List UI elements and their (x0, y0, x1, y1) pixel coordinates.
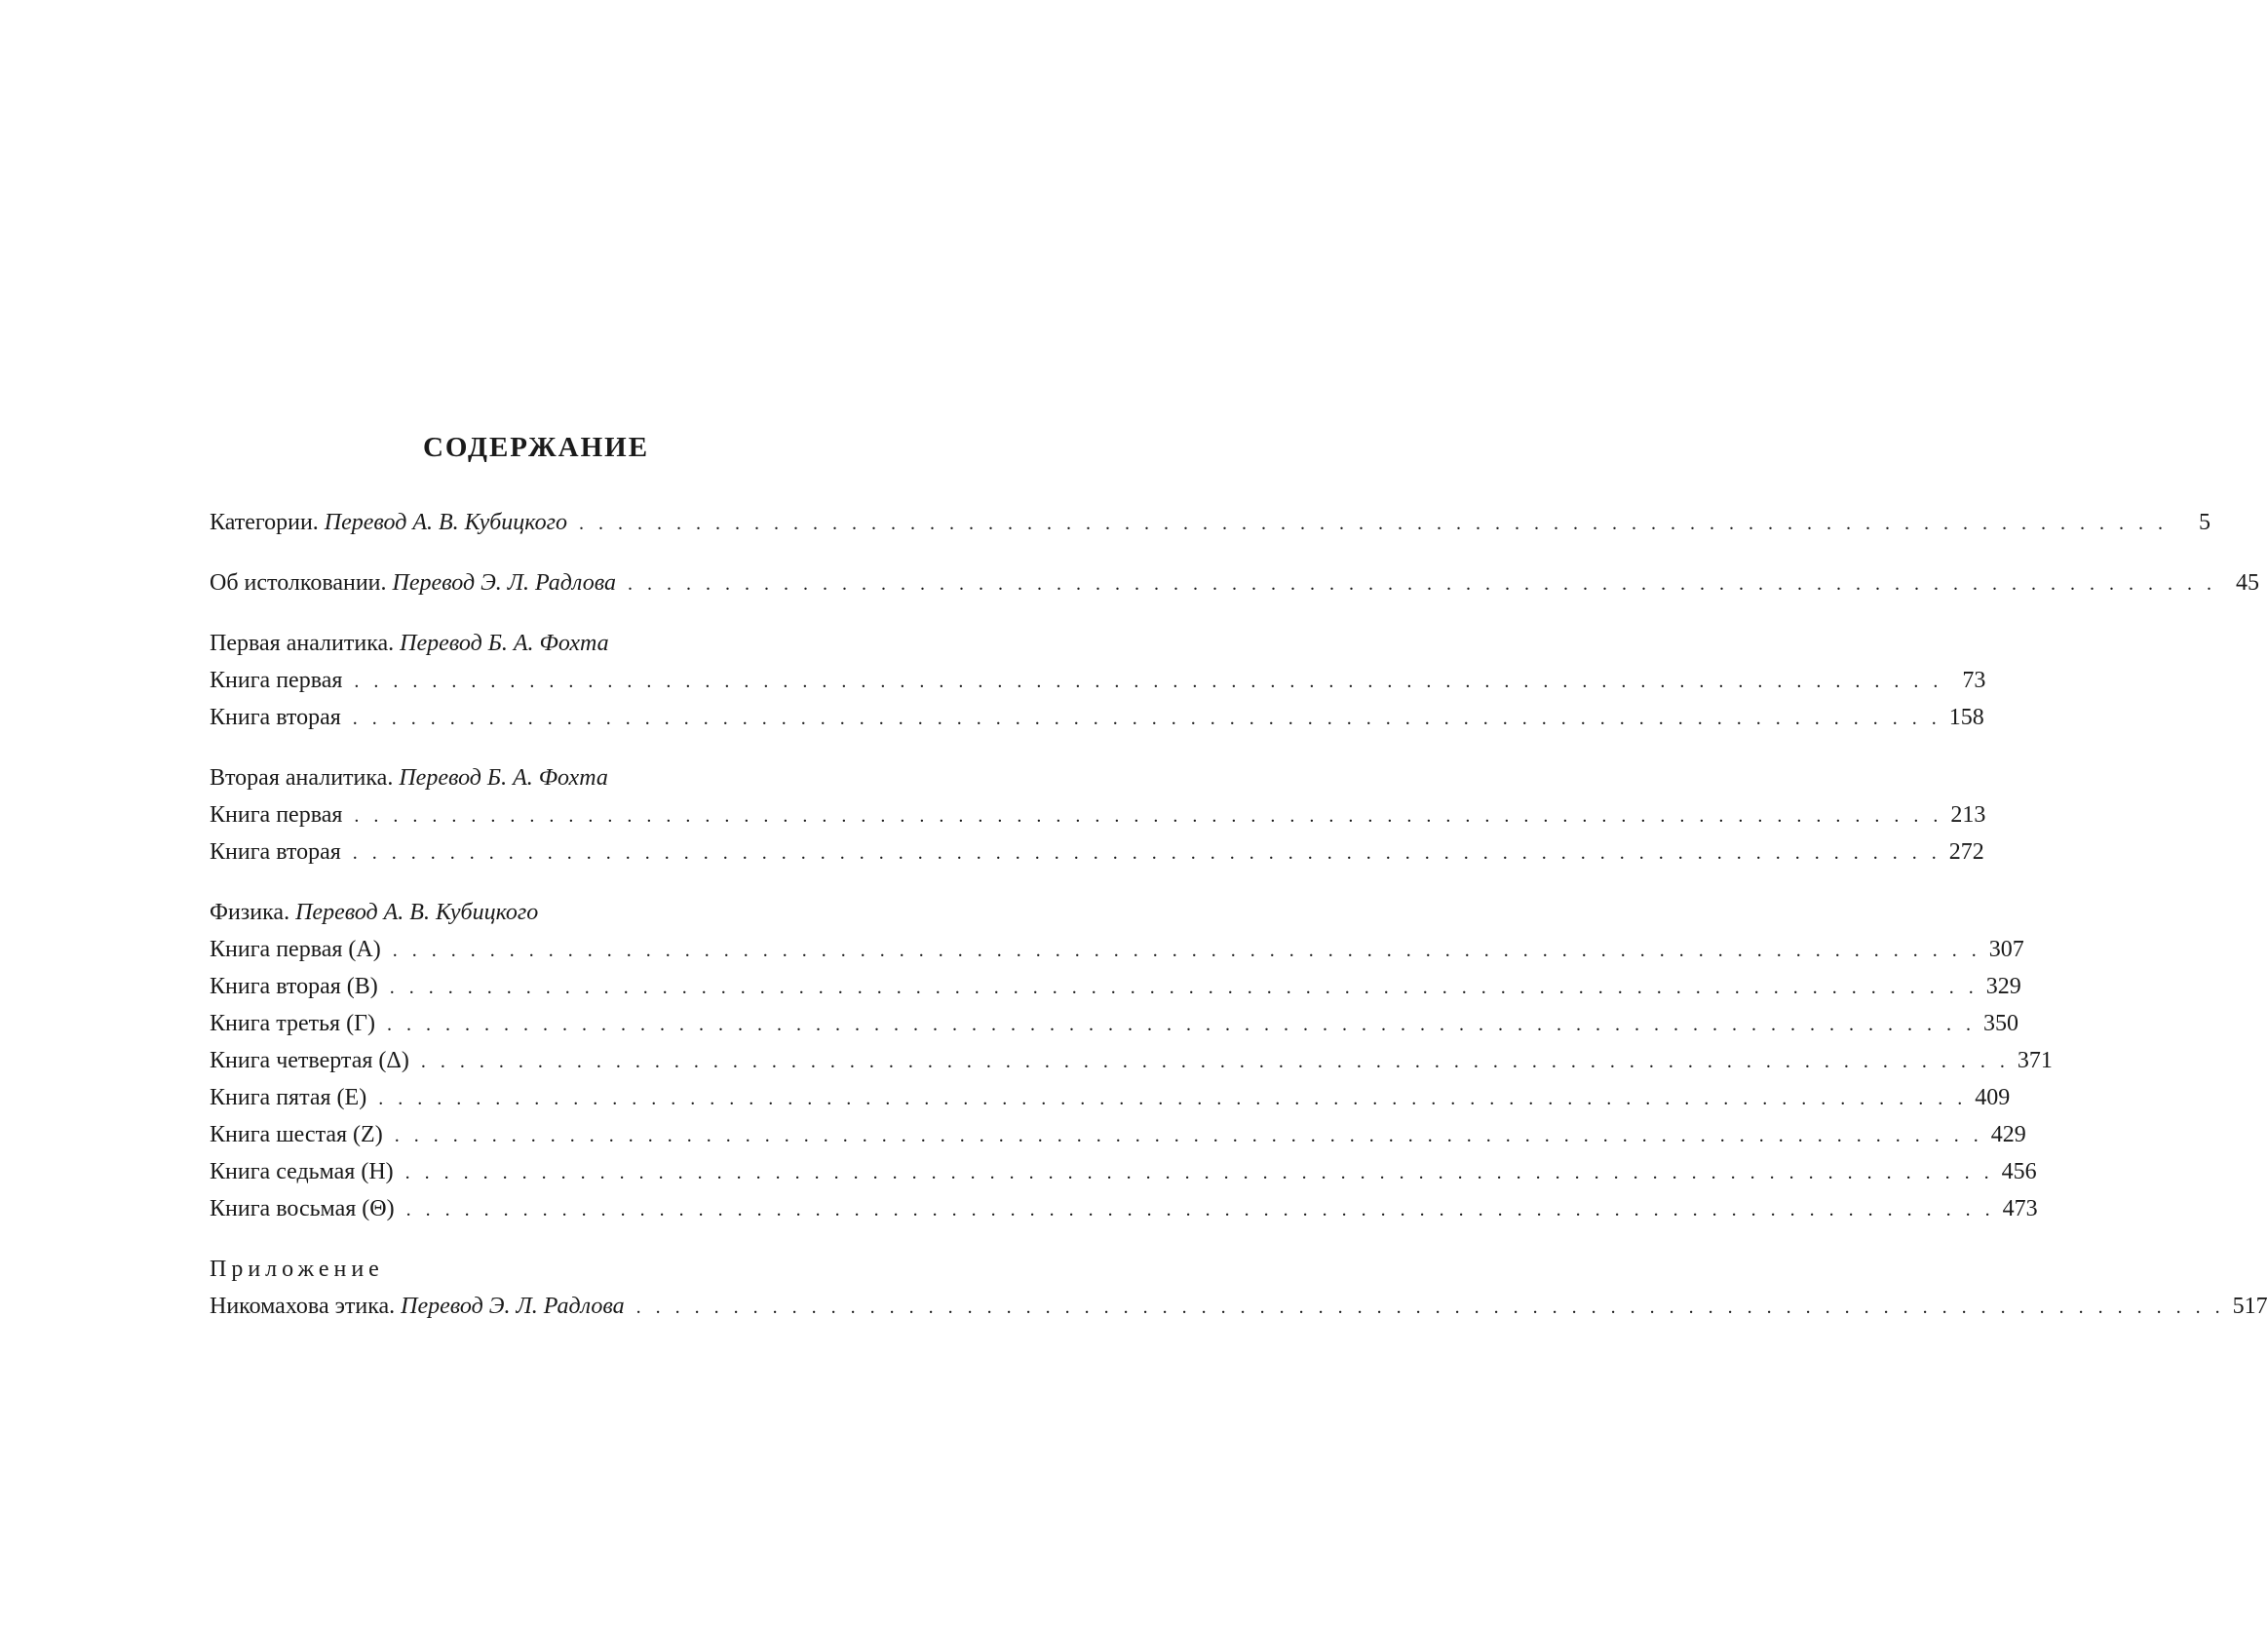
section-title: Вторая аналитика. (210, 765, 394, 791)
entry-title: Книга третья (Г) (210, 1011, 375, 1036)
entry-title: Книга восьмая (Θ) (210, 1196, 395, 1221)
page-number: 371 (2017, 1048, 2053, 1073)
toc-section-physics (210, 894, 970, 931)
entry-title: Об истолковании. Перевод Э. Л. Радлова (210, 570, 616, 596)
page-number: 5 (2198, 510, 2210, 535)
dot-leader: . . . . . . . . . . . . . . . . . . . . . . . . . . . . . . . . . . . . . . . . . . . . . . . . . . . . . . . . . . . . . . . . . . . . . . . . . . . . . . . . . . (392, 940, 1981, 961)
page-number: 158 (1948, 705, 1984, 730)
dot-leader: . . . . . . . . . . . . . . . . . . . . . . . . . . . . . . . . . . . . . . . . . . . . . . . . . . . . . . . . . . . . . . . . . . . . . . . . . . . . . . . . . . (352, 708, 1941, 729)
dot-leader: . . . . . . . . . . . . . . . . . . . . . . . . . . . . . . . . . . . . . . . . . . . . . . . . . . . . . . . . . . . . . . . . . . . . . . . . . . . . . . . . . . (627, 573, 2216, 595)
dot-leader: . . . . . . . . . . . . . . . . . . . . . . . . . . . . . . . . . . . . . . . . . . . . . . . . . . . . . . . . . . . . . . . . . . . . . . . . . . . . . . . . . . (404, 1162, 1994, 1183)
dot-leader: . . . . . . . . . . . . . . . . . . . . . . . . . . . . . . . . . . . . . . . . . . . . . . . . . . . . . . . . . . . . . . . . . . . . . . . . . . . . . . . . . . (386, 1014, 1976, 1035)
dot-leader: . . . . . . . . . . . . . . . . . . . . . . . . . . . . . . . . . . . . . . . . . . . . . . . . . . . . . . . . . . . . . . . . . . . . . . . . . . . . . . . . . . (352, 842, 1941, 864)
entry-translator: Перевод Э. Л. Радлова (401, 1294, 625, 1319)
toc-entry-categories[interactable] (210, 504, 2210, 541)
page-number: 429 (1990, 1122, 2026, 1147)
entry-translator: Перевод Э. Л. Радлова (392, 570, 616, 596)
page-number: 517 (2232, 1294, 2268, 1319)
dot-leader: . . . . . . . . . . . . . . . . . . . . . . . . . . . . . . . . . . . . . . . . . . . . . . . . . . . . . . . . . . . . . . . . . . . . . . . . . . . . . . . . . . (405, 1199, 1995, 1220)
toc-entry-posterior-book-1[interactable] (210, 796, 1986, 833)
dot-leader: . . . . . . . . . . . . . . . . . . . . . . . . . . . . . . . . . . . . . . . . . . . . . . . . . . . . . . . . . . . . . . . . . . . . . . . . . . . . . . . . . . (389, 977, 1979, 998)
dot-leader: . . . . . . . . . . . . . . . . . . . . . . . . . . . . . . . . . . . . . . . . . . . . . . . . . . . . . . . . . . . . . . . . . . . . . . . . . . . . . . . . . . (354, 805, 1943, 827)
page-number: 213 (1950, 802, 1986, 828)
page-number: 350 (1982, 1011, 2018, 1036)
page-number: 456 (2001, 1159, 2037, 1184)
entry-title: Книга седьмая (Н) (210, 1159, 394, 1184)
toc-entry-posterior-book-2[interactable] (210, 833, 1984, 871)
page-number: 73 (1962, 668, 1986, 693)
toc-entry-physics-book-6[interactable] (210, 1116, 2026, 1153)
entry-translator: Перевод А. В. Кубицкого (324, 510, 567, 535)
toc-entry-physics-book-5[interactable] (210, 1079, 2011, 1116)
page-number: 307 (1988, 937, 2024, 962)
entry-title: Книга первая (А) (210, 937, 381, 962)
entry-title: Книга первая (210, 668, 343, 693)
toc-entry-physics-book-2[interactable] (210, 968, 2021, 1005)
toc-entry-interpretation[interactable] (210, 564, 2259, 601)
dot-leader: . . . . . . . . . . . . . . . . . . . . . . . . . . . . . . . . . . . . . . . . . . . . . . . . . . . . . . . . . . . . . . . . . . . . . . . . . . . . . . . . . . (635, 1297, 2225, 1318)
toc-entry-physics-book-4[interactable] (210, 1042, 2053, 1079)
entry-title: Книга четвертая (Δ) (210, 1048, 409, 1073)
toc-entry-physics-book-8[interactable] (210, 1190, 2038, 1227)
toc-entry-prior-book-1[interactable] (210, 662, 1986, 699)
entry-title: Книга вторая (210, 839, 341, 865)
entry-title: Книга пятая (Е) (210, 1085, 367, 1110)
entry-title: Книга первая (210, 802, 343, 828)
page-title: СОДЕРЖАНИЕ (422, 432, 650, 463)
dot-leader: . . . . . . . . . . . . . . . . . . . . . . . . . . . . . . . . . . . . . . . . . . . . . . . . . . . . . . . . . . . . . . . . . . . . . . . . . . . . . . . . . . (420, 1051, 2010, 1072)
page-number: 473 (2002, 1196, 2038, 1221)
toc-entry-physics-book-7[interactable] (210, 1153, 2037, 1190)
dot-leader: . . . . . . . . . . . . . . . . . . . . . . . . . . . . . . . . . . . . . . . . . . . . . . . . . . . . . . . . . . . . . . . . . . . . . . . . . . . . . . . . . . (394, 1125, 1983, 1146)
section-translator: Перевод Б. А. Фохта (399, 765, 608, 791)
dot-leader: . . . . . . . . . . . . . . . . . . . . . . . . . . . . . . . . . . . . . . . . . . . . . . . . . . . . . . . . . . . . . . . . . . . . . . . . . . . . . . . . . . (578, 513, 2168, 534)
dot-leader: . . . . . . . . . . . . . . . . . . . . . . . . . . . . . . . . . . . . . . . . . . . . . . . . . . . . . . . . . . . . . . . . . . . . . . . . . . . . . . . . . . (378, 1088, 1968, 1109)
page-number: 272 (1948, 839, 1984, 865)
entry-title: Книга вторая (В) (210, 974, 378, 999)
table-of-contents (210, 504, 2268, 1325)
toc-entry-physics-book-1[interactable] (210, 931, 2024, 968)
section-title: Первая аналитика. (210, 631, 395, 656)
section-translator: Перевод Б. А. Фохта (400, 631, 609, 656)
toc-entry-physics-book-3[interactable] (210, 1005, 2018, 1042)
section-translator: Перевод А. В. Кубицкого (295, 900, 539, 925)
toc-entry-nicomachean-ethics[interactable] (210, 1288, 2268, 1325)
toc-section-prior-analytics (210, 625, 970, 662)
entry-title: Никомахова этика. Перевод Э. Л. Радлова (210, 1294, 625, 1319)
section-title: Физика. (210, 900, 290, 925)
toc-entry-prior-book-2[interactable] (210, 699, 1984, 736)
entry-title: Категории. Перевод А. В. Кубицкого (210, 510, 567, 535)
toc-section-posterior-analytics (210, 759, 970, 796)
page-number: 329 (1985, 974, 2021, 999)
entry-title: Книга вторая (210, 705, 341, 730)
page-number: 45 (2235, 570, 2259, 596)
appendix-label: Приложение (210, 1257, 384, 1282)
dot-leader: . . . . . . . . . . . . . . . . . . . . . . . . . . . . . . . . . . . . . . . . . . . . . . . . . . . . . . . . . . . . . . . . . . . . . . . . . . . . . . . . . . (354, 671, 1943, 692)
page-number: 409 (1975, 1085, 2011, 1110)
entry-title: Книга шестая (Z) (210, 1122, 383, 1147)
